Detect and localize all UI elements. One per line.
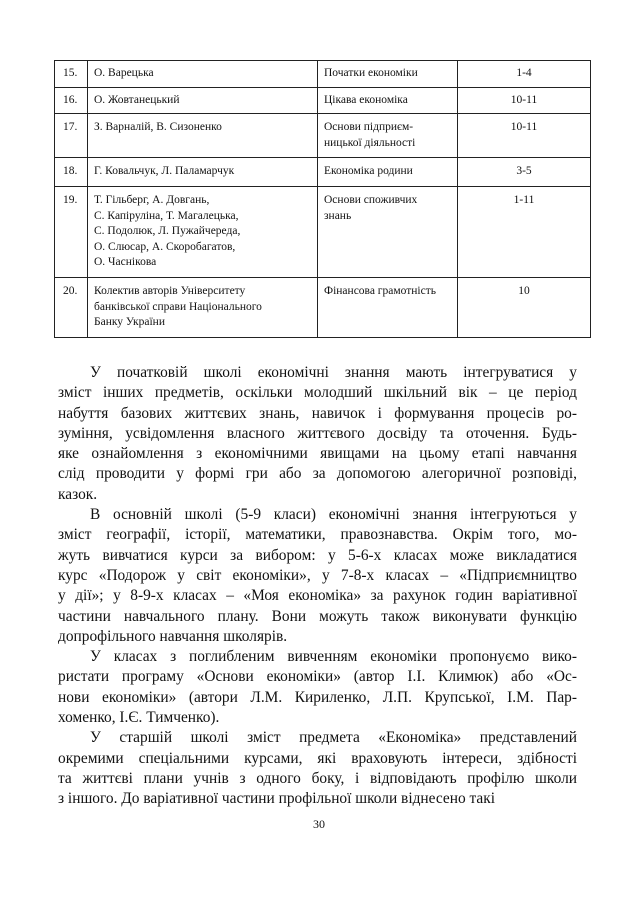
course-line: ницької діяльності (324, 136, 416, 149)
text-line: У старшій школі зміст предмета «Економіка» представлений (90, 729, 577, 747)
row-course (318, 186, 458, 277)
row-authors (88, 87, 318, 114)
row-number: 18. (55, 158, 88, 187)
course-line: Основи підприєм- (324, 121, 414, 134)
text-line: У початковій школі економічні знання мають інтегруватися у (90, 364, 577, 381)
author-line: Банку України (94, 316, 165, 329)
text-line: курс «Подорож у світ економіки», у 7-8-х класах – «Підприємництво (58, 566, 577, 584)
row-grades: 3-5 (458, 158, 591, 187)
author-line: С. Капіруліна, Т. Магалецька, (94, 209, 239, 222)
text-line: У класах з поглибленим вивченням економіки пропонуємо вико- (90, 648, 577, 666)
table-row (55, 87, 591, 114)
text-line: зуміння, усвідомлення власного життєвого досвіду та оточення. Будь- (58, 424, 577, 442)
text-line: яке ознайомлення з економічними явищами на цьому етапі навчання (58, 445, 577, 463)
body-text (58, 363, 577, 810)
course-line: Фінансова грамотність (324, 284, 437, 297)
row-authors (88, 61, 318, 88)
paragraph (58, 363, 577, 505)
table-row (55, 186, 591, 277)
row-course (318, 87, 458, 114)
text-line: казок. (58, 485, 98, 503)
author-line: О. Жовтанецький (94, 93, 180, 106)
course-line: Основи споживчих (324, 193, 418, 206)
text-line: та життєві плани учнів з одного боку, і відповідають профілю школи (58, 769, 577, 787)
table-row (55, 61, 591, 88)
course-line: Цікава економіка (324, 93, 408, 106)
text-line: слід проводити у формі гри або за допомогою алегоричної розповіді, (58, 465, 577, 483)
text-line: окремими спеціальними курсами, які враховують інтереси, здібності (58, 749, 577, 767)
text-line: з іншого. До варіативної частини профільної школи віднесено такі (58, 790, 496, 808)
author-line: банківської справи Національного (94, 300, 262, 313)
text-line: допрофільного навчання школярів. (58, 627, 288, 645)
author-line: З. Варналій, В. Сизоненко (94, 121, 222, 134)
table-row (55, 158, 591, 187)
text-line: нови економіки» (автори Л.М. Кириленко, Л.П. Крупської, І.М. Пар- (58, 688, 577, 706)
author-line: О. Варецька (94, 67, 154, 79)
row-number: 20. (55, 277, 88, 337)
text-line: жуть вивчатися курси за вибором: у 5-6-х класах може викладатися (58, 546, 577, 564)
text-line: хоменко, І.Є. Тимченко). (58, 709, 220, 727)
author-line: Колектив авторів Університету (94, 284, 246, 297)
text-line: зміст інших предметів, оскільки молодший шкільний вік – це період (58, 384, 577, 402)
course-line: Початки економіки (324, 67, 418, 79)
text-line: зміст географії, історії, математики, правознавства. Окрім того, мо- (58, 526, 577, 544)
paragraph (58, 728, 577, 809)
row-course (318, 158, 458, 187)
row-number: 19. (55, 186, 88, 277)
row-authors (88, 186, 318, 277)
paragraph (58, 647, 577, 728)
author-line: Г. Ковальчук, Л. Паламарчук (94, 165, 235, 178)
row-course (318, 277, 458, 337)
table-row (55, 277, 591, 337)
programs-table-body (55, 61, 591, 338)
author-line: Т. Гільберг, А. Довгань, (94, 193, 210, 206)
table-row (55, 114, 591, 158)
row-authors (88, 114, 318, 158)
text-line: ристати програму «Основи економіки» (автор І.І. Климюк) або «Ос- (58, 668, 577, 686)
row-authors (88, 158, 318, 187)
text-line: частини навчального плану. Вони можуть також виконувати функцію (58, 607, 577, 625)
row-grades: 1-4 (458, 61, 591, 88)
text-line: В основній школі (5-9 класи) економічні знання інтегруються у (90, 506, 577, 524)
page-number: 30 (313, 817, 325, 831)
row-grades: 1-11 (458, 186, 591, 277)
course-line: Економіка родини (324, 165, 413, 178)
text-line: у дії»; у 8-9-х класах – «Моя економіка» за рахунок годин варіативної (58, 587, 577, 605)
author-line: С. Подолюк, Л. Пужайчереда, (94, 225, 241, 238)
course-line: знань (324, 209, 352, 222)
author-line: О. Часнікова (94, 256, 157, 269)
row-grades: 10 (458, 277, 591, 337)
row-course (318, 114, 458, 158)
row-grades: 10-11 (458, 87, 591, 114)
row-number: 17. (55, 114, 88, 158)
row-number: 15. (55, 61, 88, 88)
row-course (318, 61, 458, 88)
paragraph (58, 505, 577, 647)
text-line: набуття базових життєвих знань, навичок і формування процесів ро- (58, 404, 577, 422)
author-line: О. Слюсар, А. Скоробагатов, (94, 240, 236, 253)
row-grades: 10-11 (458, 114, 591, 158)
row-authors (88, 277, 318, 337)
programs-table (54, 60, 591, 338)
row-number: 16. (55, 87, 88, 114)
